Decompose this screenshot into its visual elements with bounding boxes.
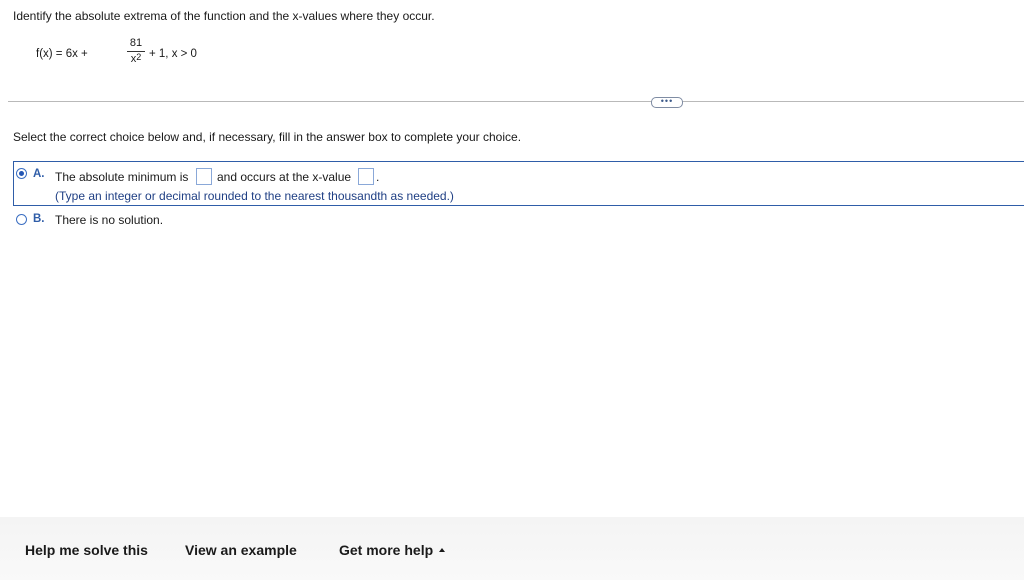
choice-a-hint: (Type an integer or decimal rounded to the nearest thousandth as needed.) [55, 189, 454, 203]
formula-fraction [127, 37, 145, 65]
choice-a-letter: A. [33, 168, 45, 180]
get-more-help-button[interactable] [339, 542, 445, 558]
choice-b-letter: B. [33, 213, 45, 225]
section-divider [8, 101, 1024, 102]
get-more-help-label: Get more help [339, 542, 434, 558]
choice-a-text-middle: and occurs at the x-value [217, 170, 352, 184]
fraction-denominator [127, 53, 145, 65]
footer-bar [0, 517, 1024, 580]
choice-a-text-before: The absolute minimum is [55, 170, 189, 184]
formula-rhs: + 1, x > 0 [149, 48, 197, 60]
instruction-text: Select the correct choice below and, if necessary, fill in the answer box to complete your choice. [13, 130, 522, 144]
more-options-button[interactable]: ••• [651, 97, 683, 108]
caret-up-icon [439, 548, 445, 552]
minimum-answer-box[interactable] [196, 168, 212, 185]
help-me-solve-button[interactable]: Help me solve this [25, 542, 148, 558]
choice-b-radio[interactable] [16, 214, 27, 225]
view-example-button[interactable]: View an example [185, 542, 297, 558]
formula-lhs: f(x) = 6x + [36, 48, 88, 60]
denominator-base: x [130, 53, 137, 65]
x-value-answer-box[interactable] [358, 168, 374, 185]
denominator-exponent: 2 [136, 52, 142, 62]
question-prompt: Identify the absolute extrema of the function and the x-values where they occur. [13, 9, 435, 23]
choice-b-text[interactable]: There is no solution. [55, 213, 164, 227]
choice-a-period: . [376, 170, 380, 184]
fraction-numerator: 81 [129, 37, 143, 49]
choice-a-radio[interactable] [16, 168, 27, 179]
